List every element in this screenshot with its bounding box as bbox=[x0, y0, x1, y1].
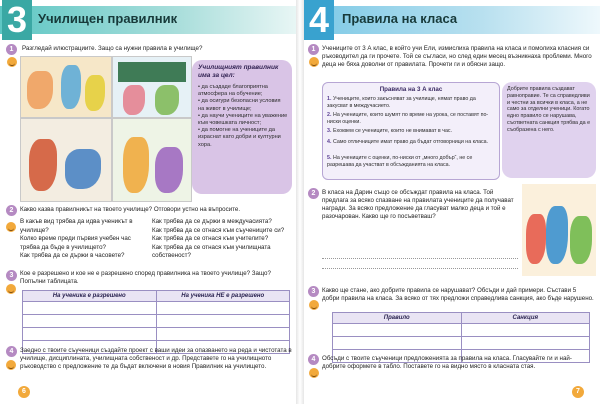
table-cell bbox=[23, 302, 157, 315]
right-page bbox=[304, 0, 600, 404]
child-figure bbox=[123, 137, 149, 193]
class-rule-item bbox=[327, 96, 495, 109]
blackboard bbox=[118, 62, 186, 82]
school-rules-list bbox=[198, 84, 288, 149]
question-2-list-right bbox=[152, 218, 292, 261]
smiley-icon bbox=[6, 360, 16, 370]
child-figure bbox=[85, 75, 105, 111]
question-2-text: Какво казва правилникът на твоето училище? Отговори устно на въпросите. bbox=[20, 206, 241, 213]
table-row bbox=[23, 315, 290, 328]
child-figure bbox=[29, 139, 57, 191]
side-note-box bbox=[502, 82, 596, 178]
table-cell bbox=[23, 328, 157, 341]
rule-text: Учениците, които закъсняват за училище, нямат право да закусват в междучасието. bbox=[327, 96, 476, 109]
rule-text: На учениците, които шумят по време на урока, се поставят по-ниски оценки. bbox=[327, 112, 489, 125]
table-cell bbox=[156, 315, 290, 328]
answer-line bbox=[322, 258, 518, 259]
child-figure bbox=[546, 206, 568, 264]
question-2-list-left bbox=[20, 218, 148, 261]
question-3-text: Кое е разрешено и кое не е разрешено според правилника на твоето училище? Защо? Попълни таблицата. bbox=[20, 270, 271, 285]
smiley-icon bbox=[309, 368, 319, 378]
child-figure bbox=[65, 149, 101, 189]
rule-number: 5. bbox=[327, 155, 332, 161]
class-rule-item bbox=[327, 155, 495, 168]
question-2-item: В какъв вид трябва да идва ученикът в училище? bbox=[20, 218, 133, 234]
table-header: На ученика НЕ е разрешено bbox=[156, 291, 290, 302]
chapter-title: Правила на класа bbox=[342, 11, 458, 26]
school-rules-title: Училищният правилник има за цел: bbox=[198, 64, 279, 79]
table-row bbox=[23, 328, 290, 341]
school-rule-item: • да научи учениците на уважение към човешката личност; bbox=[198, 112, 288, 127]
side-note-text: Добрите правила създават равноправие. Те са справедливи и честни за всички в класа, а не само за отделни ученици. Когато едно правило се нарушава, съответната санкция трябва да е съобразена с него. bbox=[507, 86, 591, 133]
class-rule-item bbox=[327, 112, 495, 125]
smiley-icon bbox=[309, 300, 319, 310]
smiley-icon bbox=[6, 222, 16, 232]
rule-number: 1. bbox=[327, 96, 332, 102]
table-cell bbox=[23, 315, 157, 328]
smiley-icon bbox=[7, 57, 17, 67]
question-number: 4 bbox=[308, 354, 319, 365]
rule-text: Само отличниците имат право да бъдат отговорници на класа. bbox=[333, 139, 489, 145]
question-2-item: Как трябва да се отнася към съучениците си? bbox=[152, 226, 285, 234]
question-2-item: Как трябва да се отнася към учителите? bbox=[152, 235, 269, 242]
table-header: На ученика е разрешено bbox=[23, 291, 157, 302]
child-figure bbox=[155, 85, 179, 115]
chapter-number: 3 bbox=[2, 0, 32, 40]
class-rule-item bbox=[327, 139, 495, 146]
child-figure bbox=[61, 65, 81, 109]
school-rule-item: • да осигури безопасни условия на живот в училище; bbox=[198, 98, 281, 112]
table-cell bbox=[461, 324, 590, 337]
table-cell bbox=[461, 337, 590, 350]
question-1-text: Разгледай илюстрациите. Защо са нужни правила в училище? bbox=[22, 45, 203, 52]
chapter-header bbox=[304, 0, 600, 40]
allowed-table bbox=[22, 290, 290, 354]
classroom-illustration bbox=[522, 184, 596, 276]
table-header: Санкция bbox=[461, 313, 590, 324]
smiley-icon bbox=[6, 284, 16, 294]
rule-number: 3. bbox=[327, 128, 332, 134]
classroom-illustration bbox=[20, 56, 112, 118]
chapter-title: Училищен правилник bbox=[38, 11, 178, 26]
child-figure bbox=[526, 214, 546, 264]
rule-number: 4. bbox=[327, 139, 332, 145]
question-number: 3 bbox=[308, 286, 319, 297]
question-1-text: Учениците от 3 А клас, в който учи Ели, измислиха правила на класа и помолиха класния си ръководител да ги прочете. Той се съгласи, но след един месец възникнаха проблеми. Много деца не бяха доволни от правилата. Прочети ги и обясни защо. bbox=[322, 45, 592, 68]
question-2-text: В класа на Дарин също се обсъждат правила на класа. Той предлага за всяко спазване на правилата учениците да получават награди. За всяко предложение да гласуват малко деца и той е разочарован. Какво ще го посъветваш? bbox=[322, 189, 514, 220]
table-cell bbox=[156, 328, 290, 341]
question-number: 1 bbox=[308, 44, 319, 55]
school-rule-item: • да създаде благоприятна атмосфера на обучение; bbox=[198, 84, 268, 98]
child-figure bbox=[27, 71, 53, 109]
classroom-illustration bbox=[20, 118, 112, 202]
question-2-item: Как трябва да се отнася към училищната собственост? bbox=[152, 243, 271, 259]
question-number: 4 bbox=[6, 346, 17, 357]
table-header: Правило bbox=[333, 313, 462, 324]
question-3-text: Какво ще стане, ако добрите правила се нарушават? Обсъди и дай примери. Състави 5 добри правила на класа. За всяко от тях предложи справедлива санкция, ако бъде нарушено. bbox=[322, 287, 594, 302]
question-number: 1 bbox=[6, 44, 17, 55]
table-cell bbox=[156, 302, 290, 315]
page-number: 6 bbox=[18, 386, 30, 398]
classroom-illustration bbox=[112, 118, 192, 202]
page-number: 7 bbox=[572, 386, 584, 398]
question-number: 3 bbox=[6, 270, 17, 281]
child-figure bbox=[570, 216, 592, 264]
school-rule-item: • да помогне на учениците да израснат като добри и културни хора. bbox=[198, 127, 281, 148]
class-rule-item bbox=[327, 128, 495, 135]
question-4-text: Заедно с твоите съученици създайте проект с ваши идеи за опазването на реда и чистотата в училище, дисциплината, училищната собственост и др. Представете го на училищното ръководство с предложение те да бъдат включени в новия Правилник на училището. bbox=[20, 347, 292, 370]
chapter-header bbox=[0, 0, 296, 40]
rule-number: 2. bbox=[327, 112, 332, 118]
question-2-item: Колко време преди първия учебен час трябва да бъде в училището? bbox=[20, 235, 131, 251]
table-cell bbox=[333, 337, 462, 350]
question-2-item: Как трябва да се държи в часовете? bbox=[20, 252, 125, 259]
child-figure bbox=[155, 147, 183, 193]
table-row bbox=[23, 302, 290, 315]
child-figure bbox=[123, 85, 145, 115]
question-number: 2 bbox=[308, 188, 319, 199]
answer-line bbox=[322, 268, 518, 269]
class-rules-title: Правила на 3 А клас bbox=[379, 86, 443, 93]
question-number: 2 bbox=[6, 205, 17, 216]
table-row bbox=[333, 324, 590, 337]
left-page bbox=[0, 0, 296, 404]
rule-text: На учениците с оценки, по-ниски от „много добър“, не се разрешава да участват в обсъжданията на класа. bbox=[327, 155, 473, 168]
question-2-item: Как трябва да се държи в междучасията? bbox=[152, 218, 272, 225]
smiley-icon bbox=[309, 57, 319, 67]
chapter-number: 4 bbox=[304, 0, 334, 40]
question-4-text: Обсъди с твоите съученици предложенията за правила на класа. Гласувайте ги и най-добрите оформете в табло. Поставете го на видно място в класната стая. bbox=[322, 355, 572, 370]
rule-text: Ехоквем се учениците, които не внимават в час. bbox=[333, 128, 453, 134]
table-cell bbox=[333, 324, 462, 337]
table-row bbox=[333, 337, 590, 350]
class-rules-box bbox=[322, 82, 500, 180]
school-rules-box bbox=[192, 60, 292, 194]
classroom-illustration bbox=[112, 56, 192, 118]
book-gutter bbox=[296, 0, 304, 404]
